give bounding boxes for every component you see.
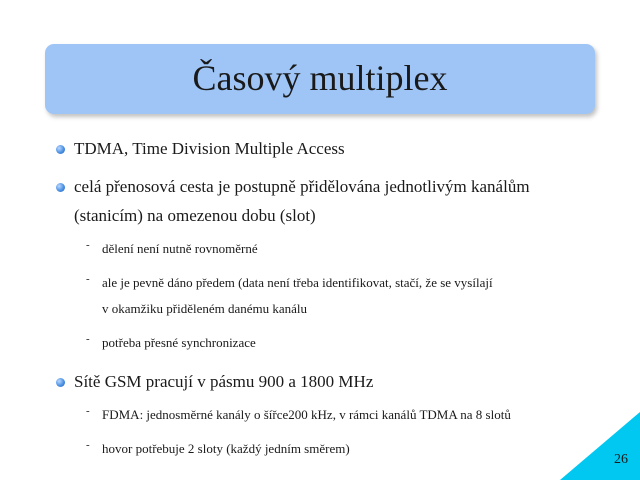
bullet-dot-icon — [56, 183, 65, 192]
bullet-dot-icon — [56, 378, 65, 387]
sub-text: hovor potřebuje 2 sloty (každý jedním směrem) — [102, 441, 350, 456]
bullet-text: Sítě GSM pracují v pásmu 900 a 1800 MHz — [74, 372, 374, 391]
sub-text: FDMA: jednosměrné kanály o šířce200 kHz, v rámci kanálů TDMA na 8 slotů — [102, 407, 511, 422]
bullet-dot-icon — [56, 145, 65, 154]
bullet-text: TDMA, Time Division Multiple Access — [74, 139, 345, 158]
dash-icon: - — [86, 333, 90, 345]
bullet-text: (stanicím) na omezenou dobu (slot) — [74, 206, 316, 225]
slide-title: Časový multiplex — [192, 58, 448, 98]
sub-text: ale je pevně dáno předem (data není třeba identifikovat, stačí, že se vysílají — [102, 275, 493, 290]
sub-text: v okamžiku přiděleném danému kanálu — [102, 301, 308, 316]
dash-icon: - — [86, 273, 90, 285]
dash-icon: - — [86, 405, 90, 417]
sub-text: potřeba přesné synchronizace — [102, 335, 256, 350]
corner-decoration — [560, 412, 640, 480]
page-number: 26 — [614, 452, 628, 467]
sub-text: dělení není nutně rovnoměrné — [102, 241, 258, 256]
bullet-text: celá přenosová cesta je postupně přidělována jednotlivým kanálům — [74, 177, 530, 196]
title-box — [45, 44, 595, 114]
dash-icon: - — [86, 439, 90, 451]
dash-icon: - — [86, 239, 90, 251]
